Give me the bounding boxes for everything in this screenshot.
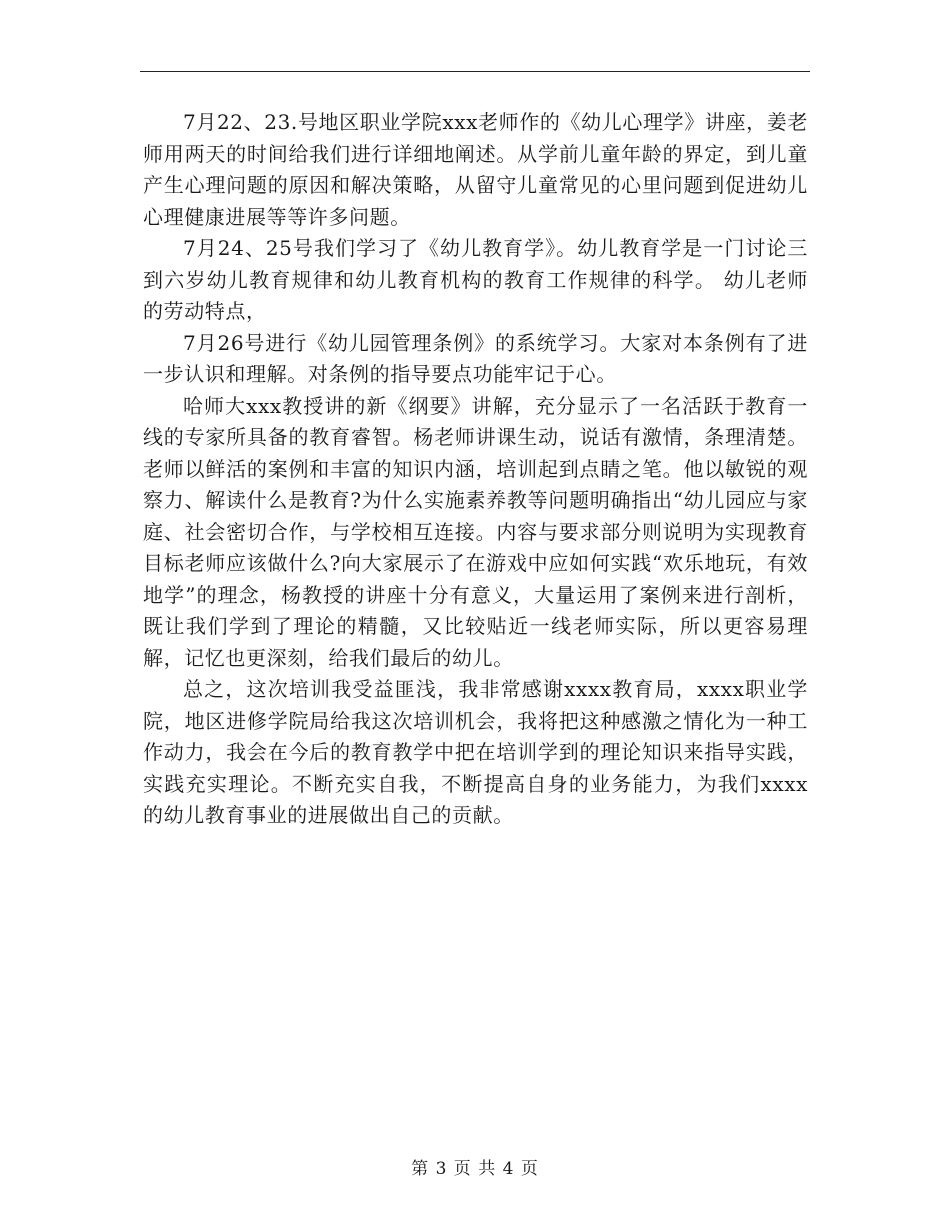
paragraph-conclusion: 总之，这次培训我受益匪浅，我非常感谢xxxx教育局，xxxx职业学院，地区进修学院局给我这次培训机会，我将把这种感激之情化为一种工作动力，我会在今后的教育教学中把在培训学到的理论知识来指导实践，实践充实理论。不断充实自我，不断提高自身的业务能力，为我们xxxx的幼儿教育事业的进展做出自己的贡献。 — [143, 677, 808, 827]
document-body — [143, 107, 808, 832]
page-number-footer: 第 3 页 共 4 页 — [411, 1159, 539, 1179]
paragraph-kindergarten-regulations: 7月26号进行《幼儿园管理条例》的系统学习。大家对本条例有了进一步认识和理解。对条例的指导要点功能牢记于心。 — [143, 330, 808, 386]
header-rule — [140, 71, 810, 72]
paragraph-education-study: 7月24、25号我们学习了《幼儿教育学》。幼儿教育学是一门讨论三到六岁幼儿教育规律和幼儿教育机构的教育工作规律的科学。 幼儿老师的劳动特点， — [143, 236, 808, 323]
paragraph-psychology-lecture: 7月22、23.号地区职业学院xxx老师作的《幼儿心理学》讲座，姜老师用两天的时间给我们进行详细地阐述。从学前儿童年龄的界定，到儿童产生心理问题的原因和解决策略，从留守儿童常见的心里问题到促进幼儿心理健康进展等等许多问题。 — [143, 110, 808, 229]
paragraph-guideline-lecture: 哈师大xxx教授讲的新《纲要》讲解，充分显示了一名活跃于教育一线的专家所具备的教育睿智。杨老师讲课生动，说话有激情，条理清楚。老师以鲜活的案例和丰富的知识内涵，培训起到点睛之笔。他以敏锐的观察力、解读什么是教育?为什么实施素养教等问题明确指出“幼儿园应与家庭、社会密切合作，与学校相互连接。内容与要求部分则说明为实现教育目标老师应该做什么?向大家展示了在游戏中应如何实践“欢乐地玩，有效地学”的理念，杨教授的讲座十分有意义，大量运用了案例来进行剖析，既让我们学到了理论的精髓，又比较贴近一线老师实际，所以更容易理解，记忆也更深刻，给我们最后的幼儿。 — [143, 393, 808, 670]
